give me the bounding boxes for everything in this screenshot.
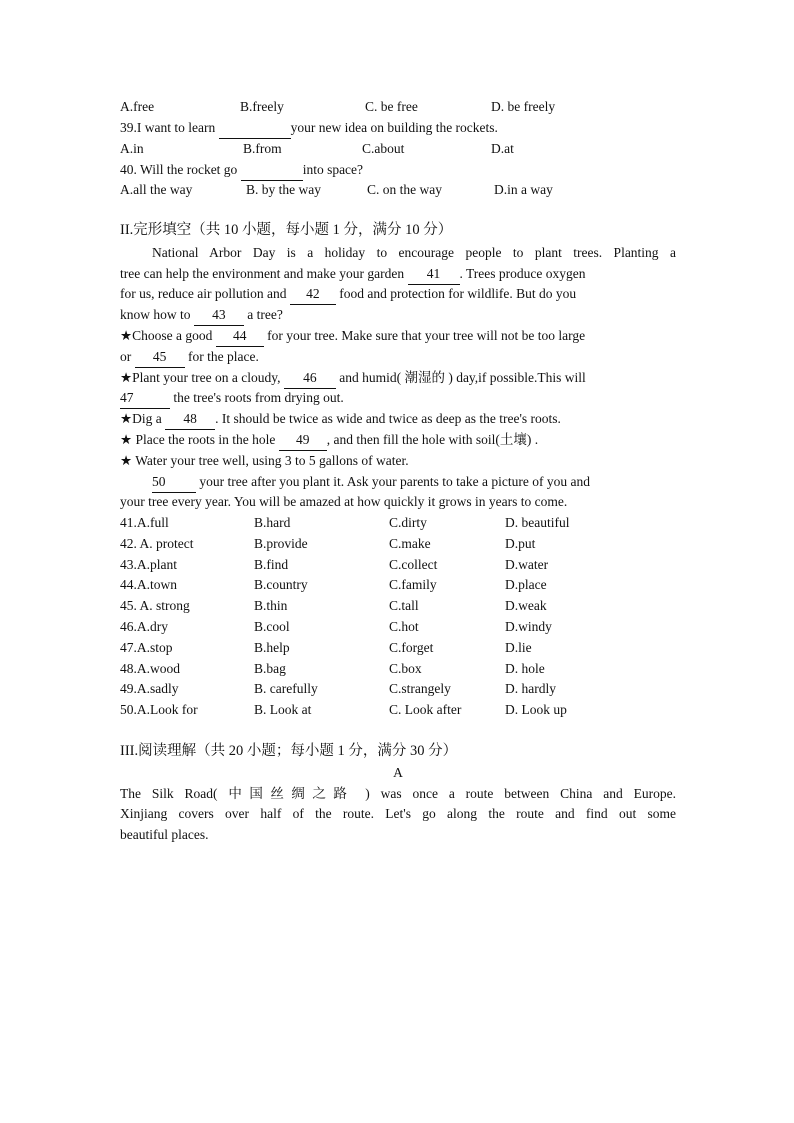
blank-42: 42 [290, 284, 336, 305]
q40-text-before: 40. Will the rocket go [120, 162, 241, 177]
option-c: C.dirty [389, 515, 427, 530]
passage-text: tree can help the environment and make your garden [120, 266, 408, 281]
passage-text: food and protection for wildlife. But do you [335, 286, 577, 301]
option-c: C.box [389, 660, 422, 676]
option-d: D.water [505, 556, 549, 572]
option-c: C. be free [365, 99, 418, 114]
blank-47: 47 [120, 388, 170, 409]
passage-line [120, 326, 676, 347]
option-a: 50.A.Look for [120, 702, 198, 718]
passage-text: for your tree. Make sure that your tree will not be too large [263, 328, 586, 343]
option-c: C. on the way [367, 182, 442, 197]
blank-49: 49 [279, 430, 327, 451]
option-b: B.thin [254, 598, 288, 614]
option-c: C. Look after [389, 702, 462, 718]
passage-text: ★ Place the roots in the hole [120, 432, 279, 447]
option-d: D.in a way [494, 182, 553, 197]
q40-blank [241, 160, 303, 181]
option-a: 48.A.wood [120, 660, 180, 676]
option-b: B.from [243, 141, 282, 156]
option-a: 47.A.stop [120, 639, 173, 655]
option-d: D.at [491, 141, 514, 156]
passage-label: A [393, 765, 403, 780]
option-b: B. Look at [254, 702, 312, 718]
passage-line [120, 430, 676, 451]
passage-text: , and then fill the hole with soil(土壤) . [326, 432, 539, 447]
passage-line [120, 347, 676, 368]
blank-43: 43 [194, 305, 244, 326]
option-a: 45. A. strong [120, 598, 190, 614]
option-a: A.all the way [120, 182, 193, 197]
q40-text-after: into space? [302, 162, 364, 177]
option-d: D. hole [505, 660, 545, 676]
section-2-title: II.完形填空（共 10 小题，每小题 1 分，满分 10 分） [120, 222, 453, 238]
passage-line [120, 368, 676, 389]
passage-line [120, 472, 676, 493]
option-d: D. beautiful [505, 515, 570, 530]
option-b: B. by the way [246, 182, 321, 197]
passage-text: for the place. [184, 349, 259, 364]
passage-text: ★Choose a good [120, 328, 216, 343]
option-b: B. carefully [254, 681, 318, 697]
option-b: B.help [254, 639, 290, 655]
option-b: B.hard [254, 515, 291, 530]
q40-stem [120, 160, 676, 181]
passage-text: ★Dig a [120, 411, 166, 426]
option-a: 43.A.plant [120, 556, 177, 572]
passage-text: ★ Water your tree well, using 3 to 5 gallons of water. [120, 453, 409, 468]
reading-text: The Silk Road( 中国丝绸之路 ) was once a route between China and Europe. [120, 786, 676, 801]
blank-45: 45 [135, 347, 185, 368]
option-c: C.hot [389, 619, 419, 634]
option-c: C.tall [389, 598, 419, 614]
option-d: D. be freely [491, 99, 556, 114]
option-b: B.freely [240, 99, 284, 114]
option-a: 44.A.town [120, 577, 177, 593]
option-a: 42. A. protect [120, 535, 194, 551]
passage-text: your tree after you plant it. Ask your parents to take a picture of you and [196, 474, 591, 489]
passage-line [120, 409, 676, 430]
blank-48: 48 [165, 409, 215, 430]
passage-text: a tree? [243, 307, 283, 322]
passage-text: know how to [120, 307, 194, 322]
blank-44: 44 [216, 326, 264, 347]
option-d: D.weak [505, 598, 547, 614]
passage-line [120, 388, 676, 409]
reading-text: Xinjiang covers over half of the route. Let's go along the route and find out some [120, 806, 676, 821]
option-b: B.cool [254, 619, 290, 634]
q39-text-after: your new idea on building the rockets. [290, 120, 498, 135]
option-c: C.forget [389, 639, 434, 655]
option-a: 46.A.dry [120, 619, 168, 634]
option-b: B.country [254, 577, 308, 593]
blank-46: 46 [284, 368, 336, 389]
q39-text-before: 39.I want to learn [120, 120, 219, 135]
option-d: D.place [505, 577, 547, 593]
option-a: A.free [120, 99, 155, 114]
option-c: C.family [389, 577, 437, 593]
passage-text: and humid( 潮湿的 ) day,if possible.This will [335, 370, 586, 385]
passage-text: for us, reduce air pollution and [120, 286, 290, 301]
option-d: D.lie [505, 639, 532, 655]
option-a: A.in [120, 141, 144, 156]
passage-line [120, 492, 676, 512]
option-a: 49.A.sadly [120, 681, 179, 697]
option-b: B.find [254, 556, 289, 572]
option-c: C.collect [389, 556, 438, 572]
passage-line [120, 451, 676, 471]
passage-text: ★Plant your tree on a cloudy, [120, 370, 284, 385]
option-d: D.put [505, 535, 536, 551]
passage-text: . It should be twice as wide and twice as deep as the tree's roots. [215, 411, 561, 426]
passage-text: your tree every year. You will be amazed at how quickly it grows in years to come. [120, 494, 568, 509]
option-d: D. Look up [505, 702, 567, 718]
passage-text: the tree's roots from drying out. [170, 390, 344, 405]
reading-line [120, 784, 676, 804]
option-a: 41.A.full [120, 515, 169, 530]
option-b: B.bag [254, 660, 286, 676]
passage-line [120, 284, 676, 305]
blank-50: 50 [152, 472, 196, 493]
reading-line [120, 825, 676, 845]
q39-blank [219, 118, 291, 139]
passage-text: National Arbor Day is a holiday to encourage people to plant trees. Planting a [152, 245, 676, 260]
passage-line [120, 305, 676, 326]
passage-text: or [120, 349, 135, 364]
section-3-title: III.阅读理解（共 20 小题；每小题 1 分，满分 30 分） [120, 743, 458, 759]
reading-text: beautiful places. [120, 827, 209, 842]
option-c: C.strangely [389, 681, 451, 697]
passage-line [152, 243, 676, 263]
option-c: C.about [362, 141, 405, 156]
option-d: D.windy [505, 619, 552, 634]
passage-line [120, 264, 676, 285]
option-c: C.make [389, 535, 431, 551]
option-d: D. hardly [505, 681, 556, 697]
passage-text: . Trees produce oxygen [459, 266, 586, 281]
blank-41: 41 [408, 264, 460, 285]
option-b: B.provide [254, 535, 308, 551]
reading-line [120, 804, 676, 824]
q39-stem [120, 118, 676, 139]
